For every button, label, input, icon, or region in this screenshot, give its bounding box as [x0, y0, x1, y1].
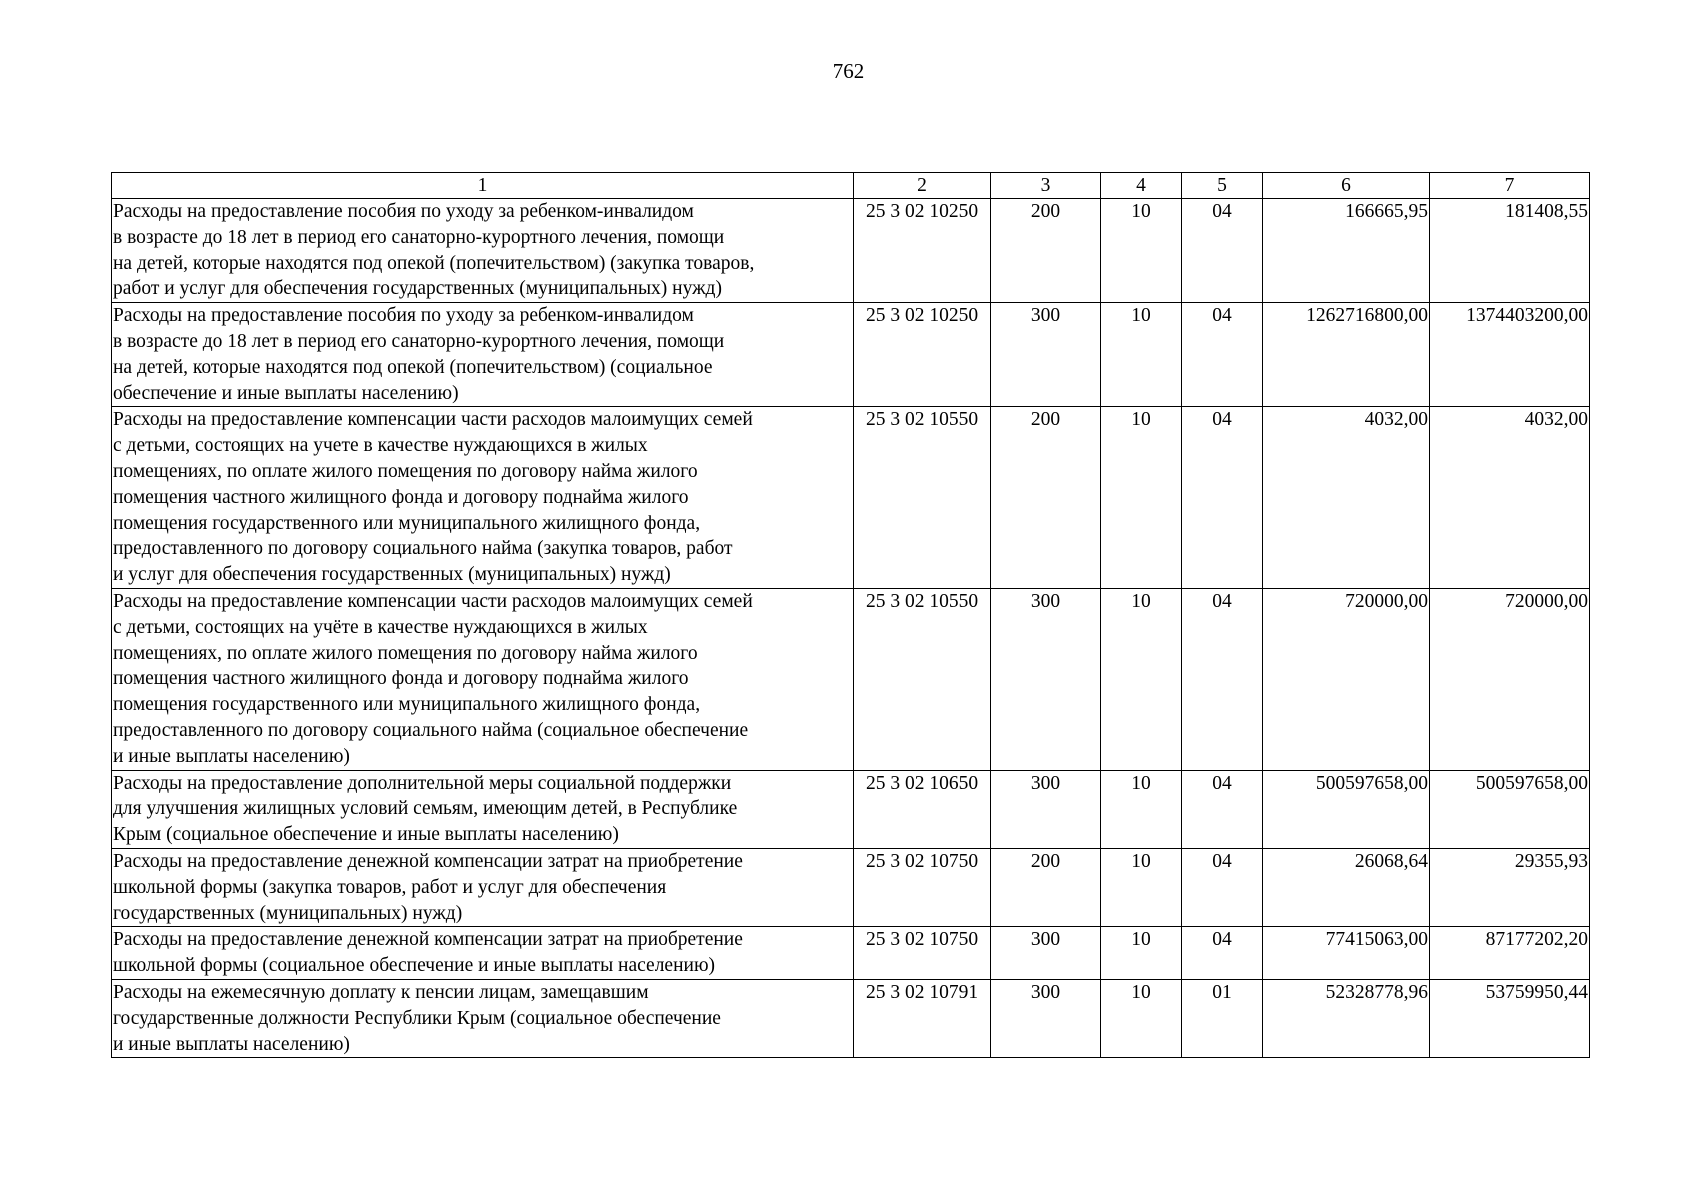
row-description: [112, 927, 854, 980]
row-col-3: 300: [991, 979, 1101, 1057]
description-line: помещения государственного или муниципального жилищного фонда,: [113, 694, 701, 716]
row-code: 25 3 02 10550: [854, 588, 991, 770]
description-line: обеспечение и иные выплаты населению): [113, 382, 459, 404]
description-line: школьной формы (социальное обеспечение и иные выплаты населению): [113, 955, 716, 977]
row-col-5: 04: [1182, 848, 1263, 926]
description-line: государственные должности Республики Крым (социальное обеспечение: [113, 1007, 721, 1029]
row-code: 25 3 02 10750: [854, 927, 991, 980]
budget-table: [111, 172, 1590, 1058]
description-line: Расходы на предоставление пособия по уходу за ребенком-инвалидом: [113, 201, 694, 222]
description-line: Расходы на предоставление денежной компенсации затрат на приобретение: [113, 850, 743, 872]
description-line: государственных (муниципальных) нужд): [113, 902, 463, 924]
description-line: в возрасте до 18 лет в период его санаторно-курортного лечения, помощи: [113, 226, 725, 248]
row-description: [112, 848, 854, 926]
row-col-5: 04: [1182, 303, 1263, 407]
row-col-3: 200: [991, 848, 1101, 926]
description-line: помещениях, по оплате жилого помещения по договору найма жилого: [113, 460, 698, 482]
row-amount-col-6: 26068,64: [1263, 848, 1430, 926]
row-code: 25 3 02 10250: [854, 199, 991, 303]
row-amount-col-6: 1262716800,00: [1263, 303, 1430, 407]
description-line: Расходы на предоставление компенсации части расходов малоимущих семей: [113, 590, 753, 612]
row-col-3: 300: [991, 588, 1101, 770]
header-col-3: 3: [991, 173, 1101, 199]
description-line: для улучшения жилищных условий семьям, имеющим детей, в Республике: [113, 798, 738, 820]
row-amount-col-7: 720000,00: [1430, 588, 1590, 770]
row-col-5: 04: [1182, 927, 1263, 980]
row-amount-col-7: 4032,00: [1430, 407, 1590, 589]
description-line: помещения частного жилищного фонда и договору поднайма жилого: [113, 486, 689, 508]
row-amount-col-7: 181408,55: [1430, 199, 1590, 303]
header-col-7: 7: [1430, 173, 1590, 199]
row-col-3: 200: [991, 407, 1101, 589]
header-col-6: 6: [1263, 173, 1430, 199]
description-line: Расходы на предоставление пособия по уходу за ребенком-инвалидом: [113, 305, 694, 327]
table-row: [112, 770, 1590, 848]
row-col-4: 10: [1101, 199, 1182, 303]
row-col-4: 10: [1101, 979, 1182, 1057]
header-col-2: 2: [854, 173, 991, 199]
row-amount-col-7: 87177202,20: [1430, 927, 1590, 980]
table-body: [112, 199, 1590, 1058]
row-col-3: 300: [991, 770, 1101, 848]
row-amount-col-7: 500597658,00: [1430, 770, 1590, 848]
table-row: [112, 303, 1590, 407]
row-col-4: 10: [1101, 407, 1182, 589]
row-code: 25 3 02 10750: [854, 848, 991, 926]
row-description: [112, 588, 854, 770]
table-row: [112, 979, 1590, 1057]
row-description: [112, 407, 854, 589]
header-row: [112, 173, 1590, 199]
description-line: помещения государственного или муниципального жилищного фонда,: [113, 512, 701, 534]
row-col-3: 300: [991, 303, 1101, 407]
description-line: работ и услуг для обеспечения государственных (муниципальных) нужд): [113, 278, 722, 300]
row-col-5: 04: [1182, 407, 1263, 589]
description-line: и иные выплаты населению): [113, 1033, 350, 1055]
description-line: помещения частного жилищного фонда и договору поднайма жилого: [113, 668, 689, 690]
description-line: помещениях, по оплате жилого помещения по договору найма жилого: [113, 642, 698, 664]
row-col-5: 04: [1182, 588, 1263, 770]
description-line: с детьми, состоящих на учёте в качестве нуждающихся в жилых: [113, 616, 648, 638]
table-row: [112, 848, 1590, 926]
table-row: [112, 927, 1590, 980]
description-line: школьной формы (закупка товаров, работ и услуг для обеспечения: [113, 876, 667, 898]
row-col-4: 10: [1101, 588, 1182, 770]
row-amount-col-7: 53759950,44: [1430, 979, 1590, 1057]
row-amount-col-6: 720000,00: [1263, 588, 1430, 770]
row-col-5: 04: [1182, 199, 1263, 303]
row-col-5: 01: [1182, 979, 1263, 1057]
header-col-4: 4: [1101, 173, 1182, 199]
row-description: [112, 199, 854, 303]
description-line: Расходы на ежемесячную доплату к пенсии лицам, замещавшим: [113, 981, 649, 1003]
row-description: [112, 979, 854, 1057]
row-description: [112, 770, 854, 848]
description-line: Расходы на предоставление дополнительной меры социальной поддержки: [113, 772, 732, 794]
row-code: 25 3 02 10650: [854, 770, 991, 848]
row-col-3: 200: [991, 199, 1101, 303]
row-col-5: 04: [1182, 770, 1263, 848]
page-number: 762: [832, 59, 865, 83]
row-col-3: 300: [991, 927, 1101, 980]
description-line: Расходы на предоставление компенсации части расходов малоимущих семей: [113, 409, 753, 431]
row-amount-col-7: 1374403200,00: [1430, 303, 1590, 407]
header-col-1: 1: [112, 173, 854, 199]
table-row: [112, 407, 1590, 589]
row-col-4: 10: [1101, 927, 1182, 980]
row-amount-col-6: 500597658,00: [1263, 770, 1430, 848]
description-line: Расходы на предоставление денежной компенсации затрат на приобретение: [113, 929, 743, 951]
row-amount-col-6: 77415063,00: [1263, 927, 1430, 980]
row-description: [112, 303, 854, 407]
row-code: 25 3 02 10550: [854, 407, 991, 589]
row-amount-col-6: 166665,95: [1263, 199, 1430, 303]
row-col-4: 10: [1101, 303, 1182, 407]
row-code: 25 3 02 10250: [854, 303, 991, 407]
description-line: и услуг для обеспечения государственных (муниципальных) нужд): [113, 564, 671, 586]
row-col-4: 10: [1101, 770, 1182, 848]
row-col-4: 10: [1101, 848, 1182, 926]
description-line: и иные выплаты населению): [113, 745, 350, 767]
row-code: 25 3 02 10791: [854, 979, 991, 1057]
description-line: на детей, которые находятся под опекой (попечительством) (закупка товаров,: [113, 252, 755, 274]
table-row: [112, 588, 1590, 770]
description-line: в возрасте до 18 лет в период его санаторно-курортного лечения, помощи: [113, 330, 725, 352]
description-line: на детей, которые находятся под опекой (попечительством) (социальное: [113, 356, 713, 378]
header-col-5: 5: [1182, 173, 1263, 199]
description-line: предоставленного по договору социального найма (социальное обеспечение: [113, 719, 749, 741]
description-line: с детьми, состоящих на учете в качестве нуждающихся в жилых: [113, 435, 648, 457]
row-amount-col-6: 52328778,96: [1263, 979, 1430, 1057]
row-amount-col-6: 4032,00: [1263, 407, 1430, 589]
table-row: [112, 199, 1590, 303]
description-line: Крым (социальное обеспечение и иные выплаты населению): [113, 824, 619, 846]
row-amount-col-7: 29355,93: [1430, 848, 1590, 926]
description-line: предоставленного по договору социального найма (закупка товаров, работ: [113, 538, 733, 560]
